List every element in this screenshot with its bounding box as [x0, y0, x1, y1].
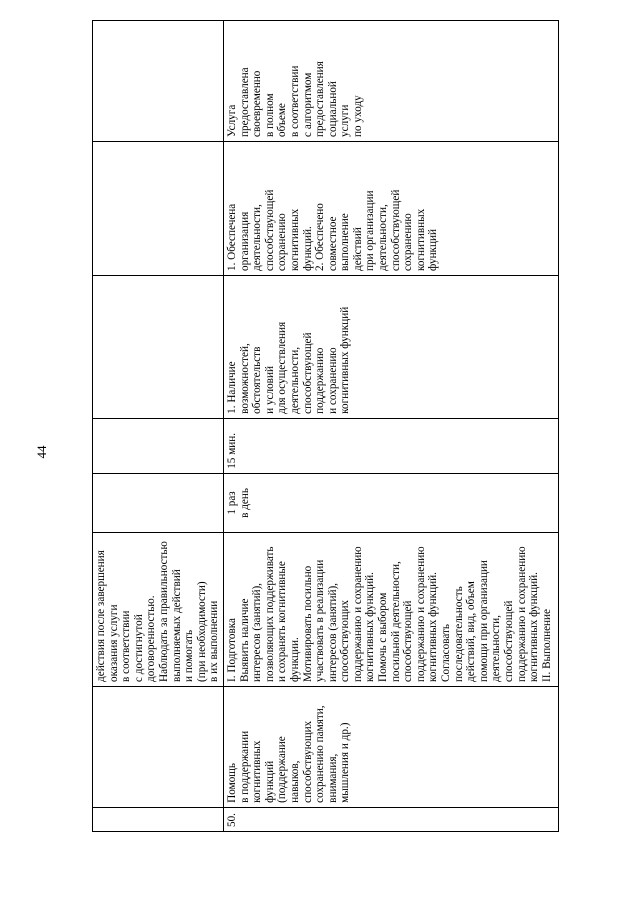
- cell-periodicity: [93, 473, 224, 532]
- cell-service-content: действия после завершения оказания услуги в соответствии с достигнутой договоренностью. Наблюдать за правильностью выполняемых действий и помогать (при необходимости) в их выполнении: [93, 533, 224, 687]
- service-standards-table: [92, 20, 559, 832]
- cell-number: [93, 807, 224, 831]
- cell-evaluation: Услуга предоставлена своевременно в полном объеме в соответствии с алгоритмом предоставления социальной услуги по уходу: [223, 21, 558, 142]
- cell-time: [93, 418, 224, 473]
- cell-service-name: [93, 686, 224, 807]
- cell-indicators: [93, 141, 224, 275]
- cell-number: 50.: [223, 807, 558, 831]
- cell-indicators: 1. Обеспечена организация деятельности, способствующей сохранению когнитивных функций. 2. Обеспечено совместное выполнение действий при организации деятельности, способствующей сохранению когнитивных функций: [223, 141, 558, 275]
- cell-conditions: [93, 276, 224, 419]
- cell-conditions: 1. Наличие возможностей, обстоятельств и условий для осуществления деятельности, способствующей поддержанию и сохранению когнитивных функций: [223, 276, 558, 419]
- service-row-50: [223, 21, 558, 832]
- cell-service-name: Помощь в поддержании когнитивных функций (поддержание навыков, способствующих сохранению памяти, внимания, мышления и др.): [223, 686, 558, 807]
- page-number: 44: [34, 445, 49, 459]
- continuation-row: [93, 21, 224, 832]
- cell-service-content: I. Подготовка Выявить наличие интересов (занятий), позволяющих поддерживать и сохранять когнитивные функции. Мотивировать посильно участвовать в реализации интересов (занятий), способствующих поддержанию и сохранению когнитивных функций. Помочь с выбором посильной деятельности, способствующей поддержанию и сохранению когнитивных функций. Согласовать последовательность действий, вид, объем помощи при организации деятельности, способствующей поддержанию и сохранению когнитивных функций. II. Выполнение: [223, 533, 558, 687]
- cell-periodicity: 1 раз в день: [223, 473, 558, 532]
- cell-evaluation: [93, 21, 224, 142]
- cell-time: 15 мин.: [223, 418, 558, 473]
- rotated-table-container: [92, 20, 552, 832]
